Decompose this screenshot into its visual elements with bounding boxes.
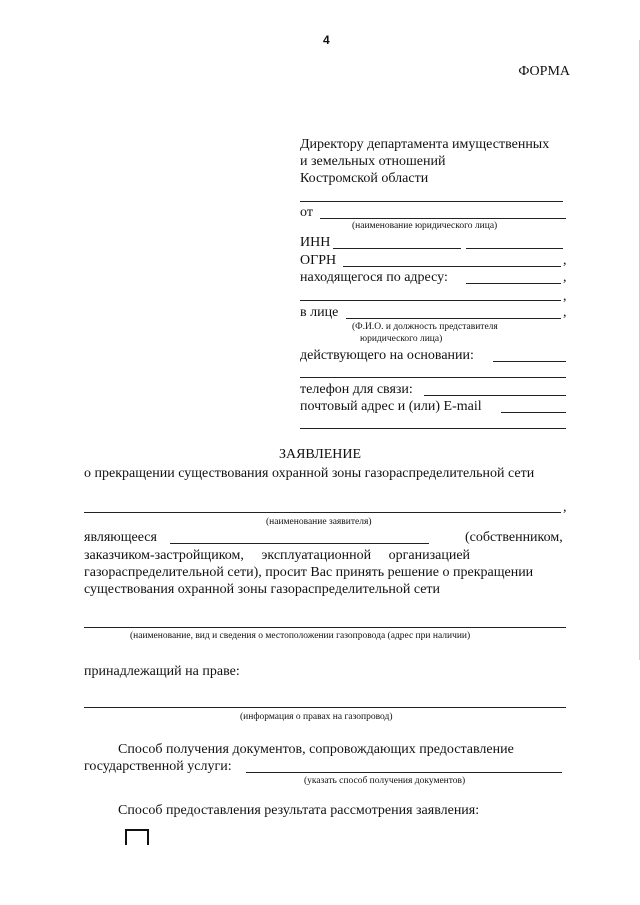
mail-blank-2 [300,428,566,429]
from-label: от [300,205,313,220]
represent-hint-2: юридического лица) [360,334,443,344]
rights-hint: (информация о правах на газопровод) [240,712,393,722]
inn-label: ИНН [300,235,331,250]
page-number: 4 [323,33,330,47]
result-line: Способ предоставления результата рассмотрения заявления: [118,803,480,818]
inn-blank-2 [466,248,563,249]
address-blank-2 [300,300,561,301]
rights-blank [84,707,566,708]
docs-line-1: Способ получения документов, сопровождающих предоставление [118,742,514,757]
ogrn-blank [343,266,561,267]
document-subtitle: о прекращении существования охранной зоны газораспределительной сети [84,466,535,481]
address-comma-2: , [563,289,567,304]
applicant-hint: (наименование заявителя) [266,517,372,527]
right-label: принадлежащий на праве: [84,664,240,679]
result-option-checkbox[interactable] [125,829,149,845]
represent-label: в лице [300,305,339,320]
addressee-line-3: Костромской области [300,171,429,186]
address-blank [466,283,561,284]
document-title: ЗАЯВЛЕНИЕ [278,447,362,462]
docs-line-2: государственной услуги: [84,759,232,774]
owner-label: (собственником, [465,530,563,545]
docs-blank [246,772,562,773]
pipeline-blank [84,627,566,628]
addressee-line-1: Директору департамента имущественных [300,137,550,152]
addressee-line-2: и земельных отношений [300,154,446,169]
paragraph-line-2: заказчиком-застройщиком, эксплуатационной организацией [84,548,471,563]
represent-hint-1: (Ф.И.О. и должность представителя [352,322,498,332]
applicant-name-blank [84,512,561,513]
ogrn-comma: , [563,253,567,268]
phone-blank [424,395,566,396]
basis-label: действующего на основании: [300,348,474,363]
applicant-comma: , [563,500,567,515]
basis-blank-2 [300,377,566,378]
address-label: находящегося по адресу: [300,270,448,285]
address-comma: , [563,270,567,285]
entity-hint: (наименование юридического лица) [352,221,498,231]
basis-blank [493,361,566,362]
represent-blank [346,318,561,319]
mail-blank [501,412,566,413]
paragraph-line-4: существования охранной зоны газораспределительной сети [84,582,441,597]
phone-label: телефон для связи: [300,382,413,397]
mail-label: почтовый адрес и (или) E-mail [300,399,482,414]
inn-blank-1 [333,248,461,249]
paragraph-line-3: газораспределительной сети), просит Вас принять решение о прекращении [84,565,534,580]
represent-comma: , [563,305,567,320]
pipeline-hint: (наименование, вид и сведения о местоположении газопровода (адрес при наличии) [130,631,471,641]
from-blank [320,218,566,219]
addressee-blank [300,201,563,202]
form-label: ФОРМА [518,64,570,79]
docs-hint: (указать способ получения документов) [304,776,466,786]
being-label: являющееся [84,530,157,545]
ogrn-label: ОГРН [300,253,337,268]
being-blank [170,543,429,544]
